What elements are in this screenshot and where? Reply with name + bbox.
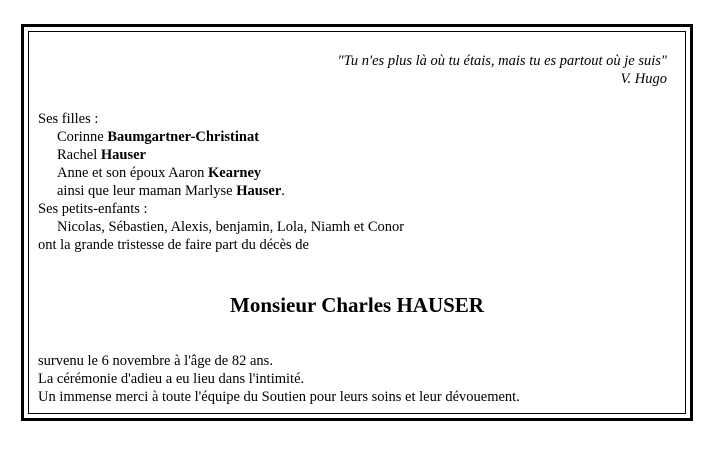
epigraph-author: V. Hugo [620, 71, 667, 87]
epigraph-quote: "Tu n'es plus là où tu étais, mais tu es partout où je suis" [337, 53, 667, 69]
daughter-first-name: Anne et son époux Aaron [57, 165, 205, 181]
mother-entry [38, 182, 404, 200]
mother-last-name: Hauser [236, 183, 282, 199]
deceased-name: Monsieur Charles HAUSER [230, 293, 484, 317]
daughter-last-name: Hauser [100, 147, 146, 163]
daughter-entry [38, 128, 404, 146]
daughter-first-name: Corinne [57, 129, 104, 145]
announcement-text: ont la grande tristesse de faire part du décès de [38, 237, 309, 253]
daughter-last-name: Baumgartner-Christinat [107, 129, 260, 145]
family-list [38, 110, 404, 254]
daughter-entry [38, 164, 404, 182]
daughter-entry [38, 146, 404, 164]
closing-line-thanks: Un immense merci à toute l'équipe du Soutien pour leurs soins et leur dévouement. [38, 389, 520, 405]
mother-text: ainsi que leur maman Marlyse [57, 183, 233, 199]
grandchildren-heading: Ses petits-enfants : [38, 201, 148, 217]
closing-text [38, 352, 520, 406]
daughters-heading: Ses filles : [38, 111, 99, 127]
notice-frame [21, 24, 693, 421]
daughter-first-name: Rachel [57, 147, 98, 163]
closing-line-ceremony: La cérémonie d'adieu a eu lieu dans l'intimité. [38, 371, 305, 387]
daughter-last-name: Kearney [208, 165, 262, 181]
closing-line-date: survenu le 6 novembre à l'âge de 82 ans. [38, 353, 273, 369]
epigraph [338, 52, 667, 88]
notice-inner-border [28, 31, 686, 414]
grandchildren-names: Nicolas, Sébastien, Alexis, benjamin, Lola, Niamh et Conor [57, 219, 405, 235]
mother-suffix: . [281, 183, 285, 199]
